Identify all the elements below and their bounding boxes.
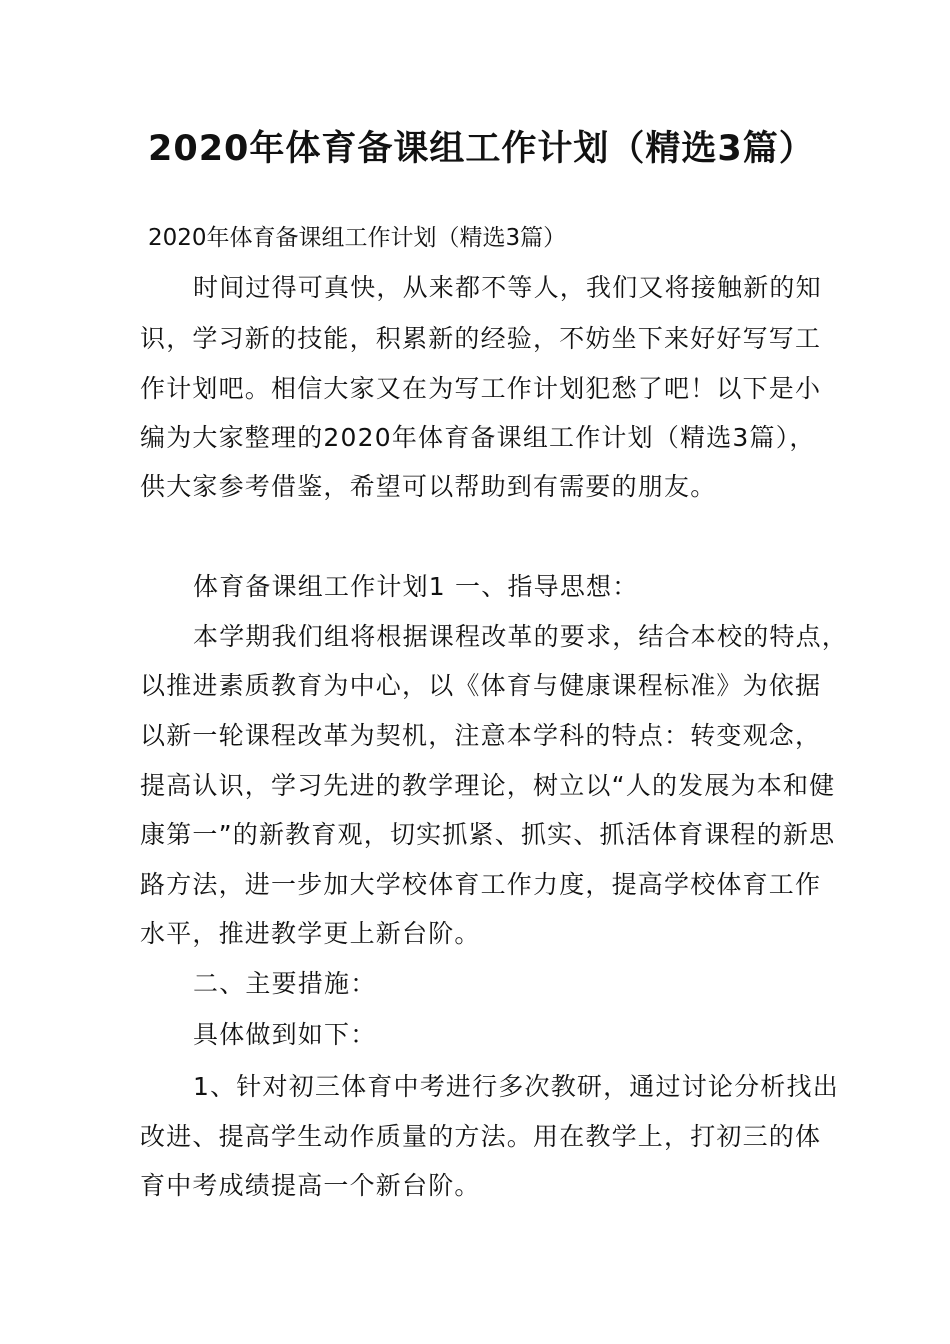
guiding-line-2: 以推进素质教育为中心，以《体育与健康课程标准》为依据	[140, 671, 822, 700]
intro-line-2: 识，学习新的技能，积累新的经验，不妨坐下来好好写写工	[140, 324, 822, 353]
measure1-line-3: 育中考成绩提高一个新台阶。	[140, 1171, 481, 1200]
guiding-line-7: 水平，推进教学更上新台阶。	[140, 919, 481, 948]
guiding-line-5: 康第一”的新教育观，切实抓紧、抓实、抓活体育课程的新思	[140, 820, 836, 849]
intro-line-1: 时间过得可真快，从来都不等人，我们又将接触新的知	[193, 273, 822, 302]
measure1-line-1: 1、针对初三体育中考进行多次教研，通过讨论分析找出	[193, 1072, 839, 1101]
guiding-line-1: 本学期我们组将根据课程改革的要求，结合本校的特点，	[193, 622, 849, 651]
document-subtitle: 2020年体育备课组工作计划（精选3篇）	[148, 225, 567, 251]
section2-heading: 二、主要措施：	[193, 969, 377, 998]
intro-line-3: 作计划吧。相信大家又在为写工作计划犯愁了吧！以下是小	[140, 374, 822, 403]
section2-intro: 具体做到如下：	[193, 1020, 377, 1049]
guiding-line-3: 以新一轮课程改革为契机，注意本学科的特点：转变观念，	[140, 721, 822, 750]
document-title: 2020年体育备课组工作计划（精选3篇）	[148, 129, 815, 169]
measure1-line-2: 改进、提高学生动作质量的方法。用在教学上，打初三的体	[140, 1122, 822, 1151]
guiding-line-6: 路方法，进一步加大学校体育工作力度，提高学校体育工作	[140, 870, 822, 899]
intro-line-5: 供大家参考借鉴，希望可以帮助到有需要的朋友。	[140, 472, 717, 501]
intro-line-4: 编为大家整理的2020年体育备课组工作计划（精选3篇），	[140, 423, 816, 452]
guiding-line-4: 提高认识，学习先进的教学理论，树立以“人的发展为本和健	[140, 771, 836, 800]
section1-heading: 体育备课组工作计划1 一、指导思想：	[193, 572, 639, 601]
